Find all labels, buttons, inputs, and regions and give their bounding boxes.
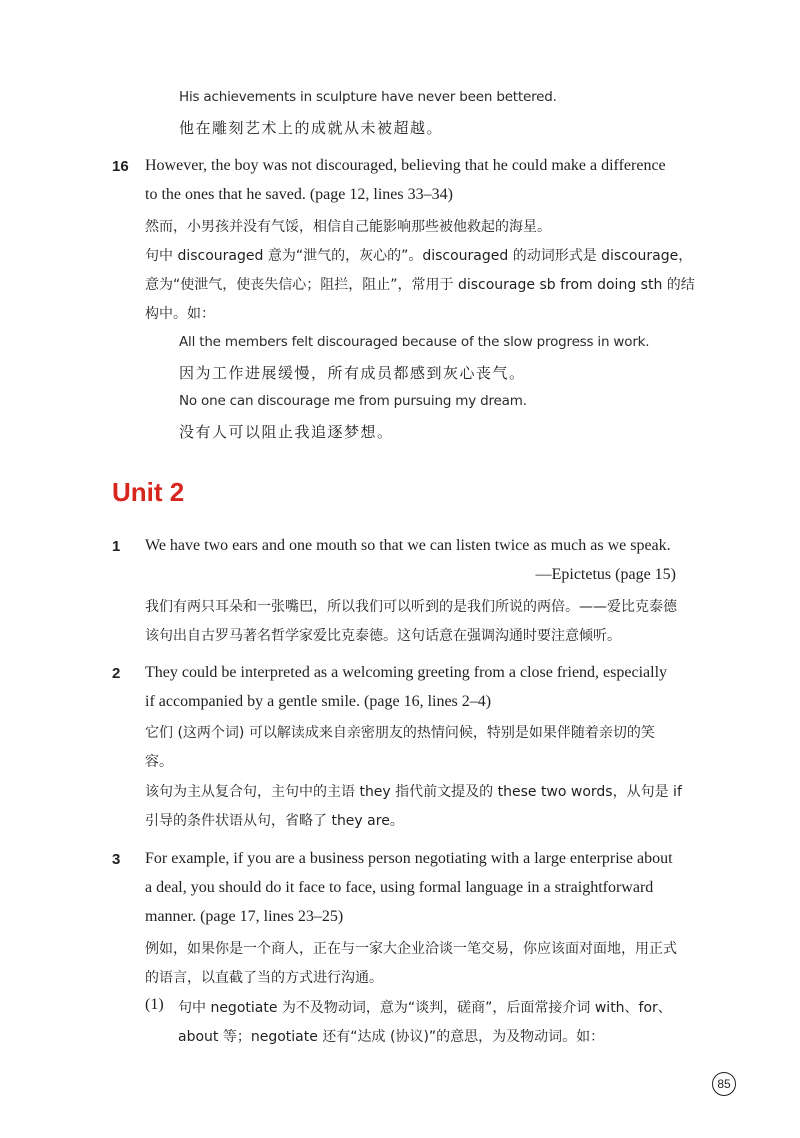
example-sentence-zh: 他在雕刻艺术上的成就从未被超越。 <box>179 119 444 137</box>
item16-example1-zh: 因为工作进展缓慢，所有成员都感到灰心丧气。 <box>179 364 526 382</box>
item2-en-line2: if accompanied by a gentle smile. (page 16, lines 2–4) <box>145 693 492 710</box>
item16-example1-en: All the members felt discouraged because of the slow progress in work. <box>179 334 650 350</box>
item-number-3: 3 <box>112 851 121 868</box>
item3-sub-line2: about 等；negotiate 还有“达成 (协议)”的意思，为及物动词。如： <box>178 1029 605 1045</box>
item16-translation: 然而，小男孩并没有气馁，相信自己能影响那些被他救起的海星。 <box>145 219 551 235</box>
item-number-16: 16 <box>112 158 129 175</box>
item16-note-line1: 句中 discouraged 意为“泄气的，灰心的”。discouraged 的动词形式是 discourage， <box>145 248 693 264</box>
page-number: 85 <box>712 1072 736 1096</box>
item16-example2-en: No one can discourage me from pursuing my dream. <box>179 393 527 409</box>
item2-en-line1: They could be interpreted as a welcoming greeting from a close friend, especially <box>145 664 668 681</box>
item3-en-line2: a deal, you should do it face to face, using formal language in a straightforward <box>145 879 654 896</box>
item1-attribution: —Epictetus (page 15) <box>535 566 676 583</box>
item3-en-line1: For example, if you are a business person negotiating with a large enterprise about <box>145 850 673 867</box>
item1-zh-line1: 我们有两只耳朵和一张嘴巴，所以我们可以听到的是我们所说的两倍。——爱比克泰德 <box>145 599 677 615</box>
example-sentence-en: His achievements in sculpture have never been bettered. <box>179 89 557 105</box>
item16-en-line1: However, the boy was not discouraged, believing that he could make a difference <box>145 157 666 174</box>
item3-sub-number: (1) <box>145 996 164 1013</box>
item1-zh-line2: 该句出自古罗马著名哲学家爱比克泰德。这句话意在强调沟通时要注意倾听。 <box>145 628 621 644</box>
item16-example2-zh: 没有人可以阻止我追逐梦想。 <box>179 423 394 441</box>
item3-sub-line1: 句中 negotiate 为不及物动词，意为“谈判，磋商”，后面常接介词 with、for、 <box>178 1000 672 1016</box>
item16-note-line3: 构中。如： <box>145 306 215 322</box>
item3-en-line3: manner. (page 17, lines 23–25) <box>145 908 344 925</box>
item-number-1: 1 <box>112 538 121 555</box>
item-number-2: 2 <box>112 665 121 682</box>
item2-zh-line1: 它们 (这两个词) 可以解读成来自亲密朋友的热情问候，特别是如果伴随着亲切的笑 <box>145 725 655 741</box>
item16-note-line2: 意为“使泄气，使丧失信心；阻拦，阻止”，常用于 discourage sb from doing sth 的结 <box>145 277 695 293</box>
item16-en-line2: to the ones that he saved. (page 12, lines 33–34) <box>145 186 453 203</box>
unit-heading: Unit 2 <box>112 477 185 507</box>
item3-zh-line1: 例如，如果你是一个商人，正在与一家大企业洽谈一笔交易，你应该面对面地，用正式 <box>145 941 677 957</box>
item2-note-line1: 该句为主从复合句，主句中的主语 they 指代前文提及的 these two words，从句是 if <box>145 784 682 800</box>
item3-zh-line2: 的语言，以直截了当的方式进行沟通。 <box>145 970 383 986</box>
item1-quote: We have two ears and one mouth so that we can listen twice as much as we speak. <box>145 537 671 554</box>
item2-note-line2: 引导的条件状语从句，省略了 they are。 <box>145 813 404 829</box>
item2-zh-line2: 容。 <box>145 754 173 770</box>
